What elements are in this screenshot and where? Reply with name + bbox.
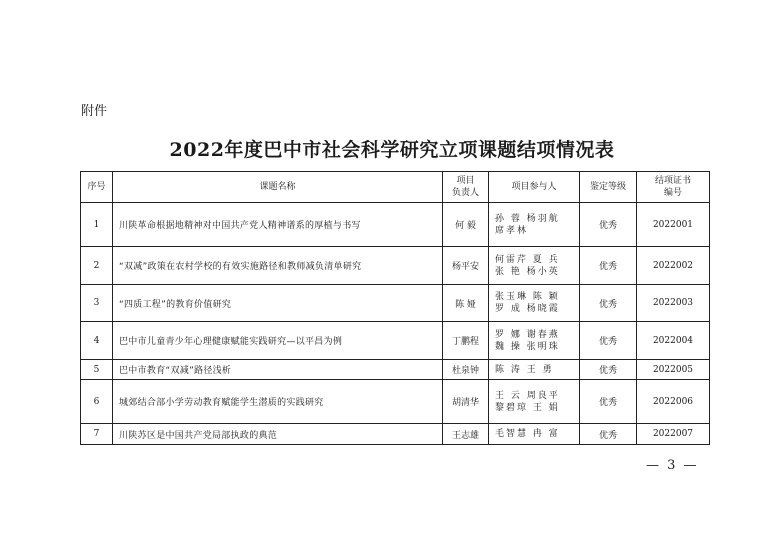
row-members-line2: 魏 操 张明珠 — [495, 341, 560, 352]
row-cert: 2022007 — [637, 424, 710, 445]
row-grade: 优秀 — [580, 247, 637, 285]
row-members — [489, 247, 580, 285]
row-grade: 优秀 — [580, 322, 637, 360]
row-cert: 2022006 — [637, 380, 710, 424]
row-num: 5 — [81, 360, 113, 380]
row-members-line1: 罗 娜 谢春燕 — [495, 329, 560, 340]
header-cert-line2: 编号 — [663, 188, 682, 198]
table-row — [81, 285, 710, 322]
row-leader: 杜泉钟 — [443, 360, 489, 380]
table-row — [81, 322, 710, 360]
row-cert: 2022004 — [637, 322, 710, 360]
row-project-name: 川陕苏区是中国共产党局部执政的典范 — [113, 424, 443, 445]
header-cert — [637, 172, 710, 203]
row-members-line1: 陈 涛 王 勇 — [495, 364, 554, 375]
row-leader: 何 毅 — [443, 203, 489, 247]
header-leader-line1: 项目 — [456, 176, 475, 186]
row-project-name: 巴中市教育“双减”路径浅析 — [113, 360, 443, 380]
row-leader: 王志雄 — [443, 424, 489, 445]
row-members — [489, 424, 580, 445]
row-num: 6 — [81, 380, 113, 424]
row-project-name: “四质工程”的教育价值研究 — [113, 285, 443, 322]
row-members-line2: 黎碧琼 王 娟 — [495, 402, 560, 413]
results-table — [80, 171, 710, 445]
header-num: 序号 — [81, 172, 113, 203]
row-num: 3 — [81, 285, 113, 322]
row-members-line1: 何雷芹 夏 兵 — [495, 254, 560, 265]
row-members-line2: 张 艳 杨小英 — [495, 266, 560, 277]
row-num: 7 — [81, 424, 113, 445]
row-cert: 2022001 — [637, 203, 710, 247]
row-leader: 杨平安 — [443, 247, 489, 285]
row-members — [489, 322, 580, 360]
row-grade: 优秀 — [580, 360, 637, 380]
row-cert: 2022005 — [637, 360, 710, 380]
row-grade: 优秀 — [580, 203, 637, 247]
row-leader: 丁鹏程 — [443, 322, 489, 360]
row-cert: 2022003 — [637, 285, 710, 322]
row-members-line1: 孙 蓉 杨羽航 — [495, 213, 560, 224]
row-project-name: 川陕革命根据地精神对中国共产党人精神谱系的厚植与书写 — [113, 203, 443, 247]
row-leader: 胡清华 — [443, 380, 489, 424]
table-row — [81, 380, 710, 424]
row-members-line1: 毛智慧 冉 富 — [495, 429, 560, 439]
row-members-line1: 张玉琳 陈 颖 — [495, 292, 560, 302]
row-num: 1 — [81, 203, 113, 247]
row-grade: 优秀 — [580, 285, 637, 322]
row-members — [489, 380, 580, 424]
document-title: 2022年度巴中市社会科学研究立项课题结项情况表 — [169, 139, 615, 161]
table-header-row — [81, 172, 710, 203]
header-members: 项目参与人 — [489, 172, 580, 203]
header-name: 课题名称 — [113, 172, 443, 203]
attachment-label: 附件 — [81, 104, 108, 119]
row-project-name: “双减”政策在农村学校的有效实施路径和教师减负清单研究 — [113, 247, 443, 285]
row-members-line2: 席孝林 — [495, 225, 529, 236]
page-number: — 3 — — [646, 458, 699, 473]
table-row — [81, 360, 710, 380]
table-row — [81, 203, 710, 247]
row-grade: 优秀 — [580, 424, 637, 445]
header-leader — [443, 172, 489, 203]
table-row — [81, 247, 710, 285]
row-members — [489, 360, 580, 380]
row-members-line1: 王 云 周良平 — [495, 390, 560, 401]
header-cert-line1: 结项证书 — [654, 176, 691, 186]
table-row — [81, 424, 710, 445]
header-grade: 鉴定等级 — [580, 172, 637, 203]
header-leader-line2: 负责人 — [451, 188, 479, 198]
row-num: 2 — [81, 247, 113, 285]
row-grade: 优秀 — [580, 380, 637, 424]
row-members — [489, 285, 580, 322]
row-cert: 2022002 — [637, 247, 710, 285]
row-project-name: 城郊结合部小学劳动教育赋能学生潜质的实践研究 — [113, 380, 443, 424]
row-leader: 陈 娅 — [443, 285, 489, 322]
row-members — [489, 203, 580, 247]
row-members-line2: 罗 成 杨晓霞 — [495, 304, 560, 314]
row-project-name: 巴中市儿童青少年心理健康赋能实践研究—以平昌为例 — [113, 322, 443, 360]
row-num: 4 — [81, 322, 113, 360]
